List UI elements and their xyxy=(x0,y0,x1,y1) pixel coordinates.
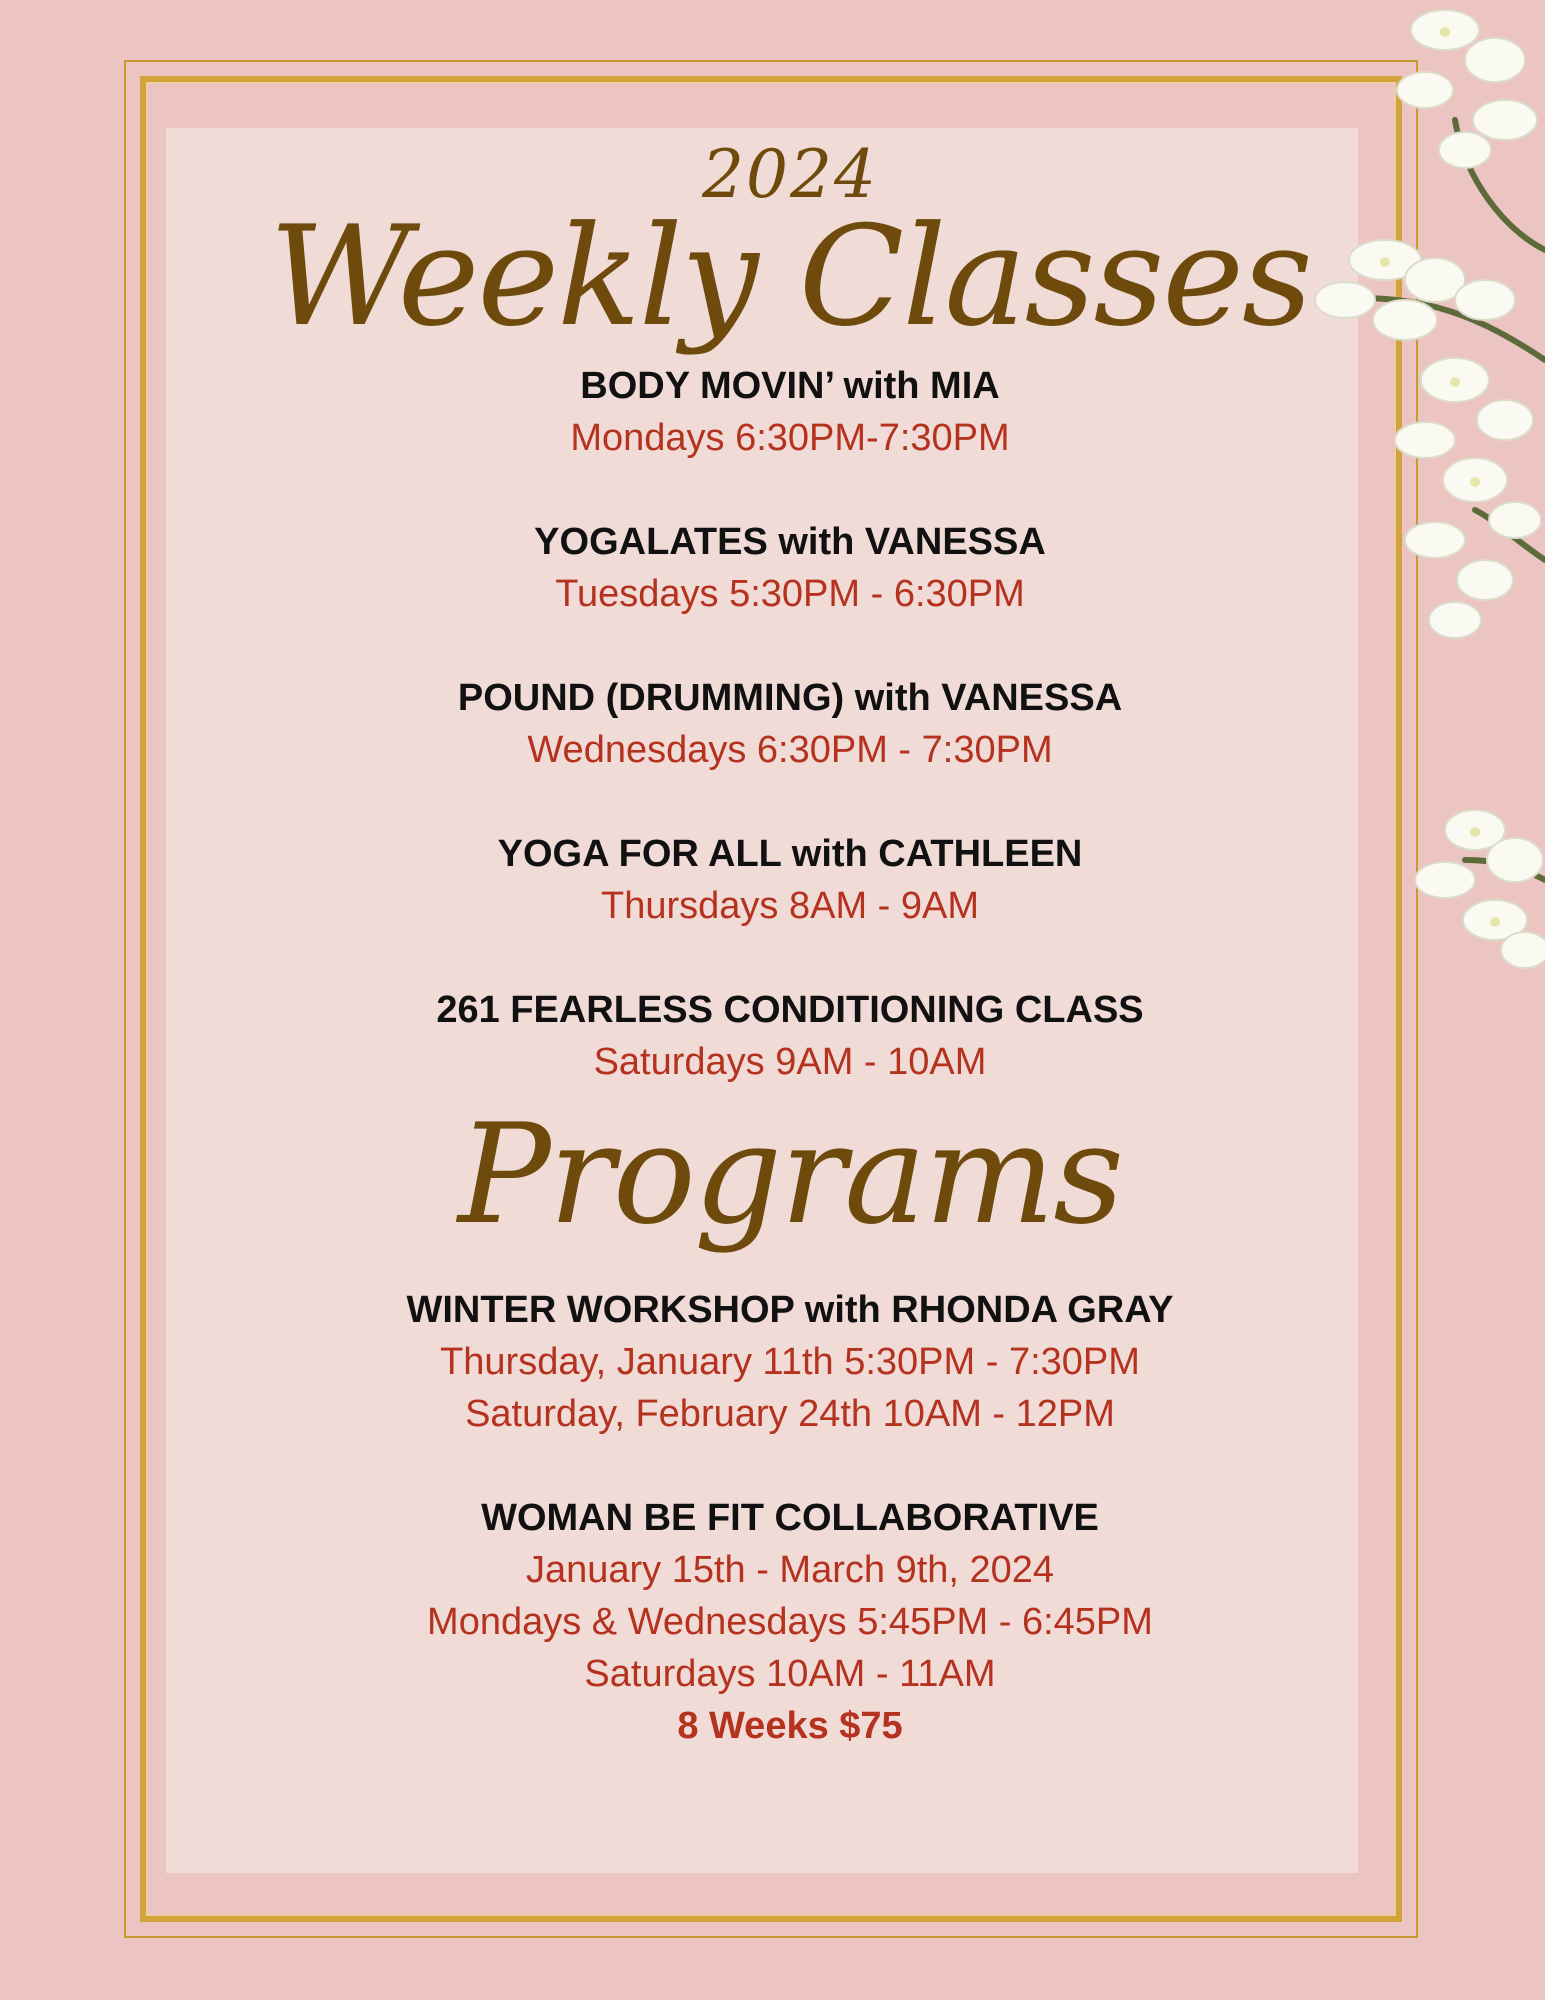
program-line: Mondays & Wednesdays 5:45PM - 6:45PM xyxy=(427,1601,1153,1643)
class-name: 261 FEARLESS CONDITIONING CLASS xyxy=(436,989,1144,1031)
class-item xyxy=(166,360,1414,464)
class-time: Tuesdays 5:30PM - 6:30PM xyxy=(555,573,1025,615)
class-name: POUND (DRUMMING) with VANESSA xyxy=(457,677,1123,719)
program-name: WOMAN BE FIT COLLABORATIVE xyxy=(481,1497,1099,1539)
class-item xyxy=(166,828,1414,932)
flyer-content xyxy=(166,128,1414,1752)
class-item xyxy=(166,984,1414,1088)
program-line: Thursday, January 11th 5:30PM - 7:30PM xyxy=(440,1341,1140,1383)
class-item xyxy=(166,672,1414,776)
program-item xyxy=(166,1284,1414,1440)
class-time: Saturdays 9AM - 10AM xyxy=(593,1041,987,1083)
program-line: Saturdays 10AM - 11AM xyxy=(584,1653,996,1695)
weekly-classes-title: Weekly Classes xyxy=(269,196,1311,357)
class-name: YOGALATES with VANESSA xyxy=(534,521,1046,563)
class-item xyxy=(166,516,1414,620)
class-time: Wednesdays 6:30PM - 7:30PM xyxy=(527,729,1053,771)
class-time: Thursdays 8AM - 9AM xyxy=(601,885,979,927)
program-line: Saturday, February 24th 10AM - 12PM xyxy=(465,1393,1115,1435)
class-name: YOGA FOR ALL with CATHLEEN xyxy=(497,833,1083,875)
programs-title: Programs xyxy=(457,1094,1123,1255)
program-name: WINTER WORKSHOP with RHONDA GRAY xyxy=(406,1289,1174,1331)
class-time: Mondays 6:30PM-7:30PM xyxy=(570,417,1010,459)
class-name: BODY MOVIN’ with MIA xyxy=(580,365,1000,407)
program-item xyxy=(166,1492,1414,1752)
program-line: January 15th - March 9th, 2024 xyxy=(525,1549,1055,1591)
year-heading: 2024 xyxy=(702,136,878,213)
program-price: 8 Weeks $75 xyxy=(677,1705,903,1747)
